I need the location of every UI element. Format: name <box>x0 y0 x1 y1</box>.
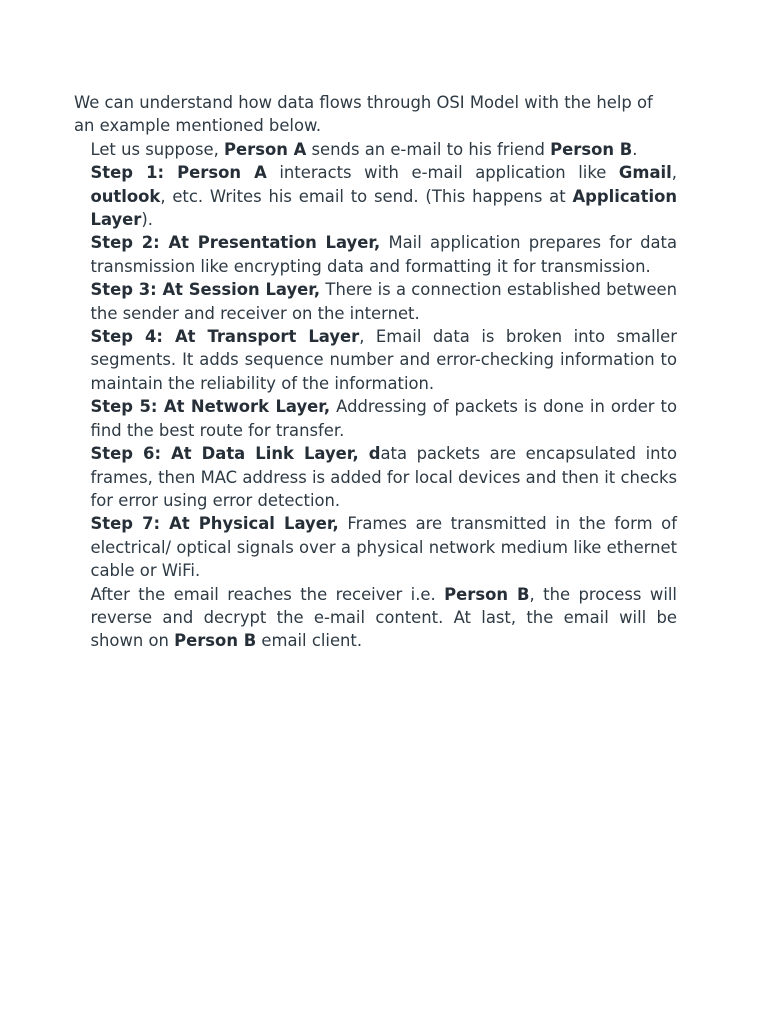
person-a: Person A <box>224 139 307 159</box>
step-5-text: Addressing of packets is done in order to find the best route for transfer. <box>90 397 677 440</box>
step-2-label: Step 2: At Presentation Layer, <box>90 233 381 253</box>
step-1-text-3: ). <box>141 210 153 230</box>
step-1-separator: , <box>671 163 677 183</box>
step-1-paragraph <box>91 161 678 231</box>
step-3-paragraph <box>91 278 678 325</box>
gmail-term: Gmail <box>618 163 672 183</box>
document-body <box>74 91 677 653</box>
step-6-paragraph <box>91 442 678 512</box>
step-2-paragraph <box>91 231 678 278</box>
after-person-b: Person B <box>444 584 530 604</box>
step-1-label: Step 1: Person A <box>90 163 267 183</box>
suppose-paragraph <box>91 138 678 161</box>
intro-paragraph <box>74 91 677 138</box>
step-2-text: Mail application prepares for data transmission like encrypting data and formatting it for transmission. <box>90 233 678 276</box>
step-4-text: , Email data is broken into smaller segments. It adds sequence number and error-checking information to maintain the reliability of the information. <box>90 327 677 393</box>
after-person-b-2: Person B <box>174 631 257 651</box>
after-text-3: email client. <box>256 631 363 651</box>
step-4-label: Step 4: At Transport Layer <box>90 327 360 347</box>
after-text-1: After the email reaches the receiver i.e. <box>90 584 445 604</box>
after-paragraph <box>91 583 678 653</box>
intro-text: We can understand how data flows through OSI Model with the help of an example mentioned below. <box>74 93 653 136</box>
step-7-paragraph <box>91 512 678 582</box>
step-7-text: Frames are transmitted in the form of electrical/ optical signals over a physical network medium like ethernet cable or WiFi. <box>90 514 677 581</box>
after-text-2: , the process will reverse and decrypt the e-mail content. At last, the email will be shown on <box>90 584 677 651</box>
suppose-post: . <box>632 139 638 159</box>
suppose-pre: Let us suppose, <box>90 139 225 159</box>
step-4-paragraph <box>91 325 678 395</box>
suppose-mid: sends an e-mail to his friend <box>306 139 551 159</box>
person-b: Person B <box>550 139 633 159</box>
outlook-term: outlook <box>90 186 161 206</box>
step-6-label: Step 6: At Data Link Layer, d <box>90 444 381 464</box>
application-layer-term: Application Layer <box>90 186 677 230</box>
step-5-label: Step 5: At Network Layer, <box>90 397 331 417</box>
step-7-label: Step 7: At Physical Layer, <box>90 514 339 534</box>
step-3-label: Step 3: At Session Layer, <box>90 280 321 300</box>
step-1-text-1: interacts with e-mail application like <box>266 163 619 183</box>
step-1-text-2: , etc. Writes his email to send. (This happens at <box>160 186 573 206</box>
step-3-text: There is a connection established between the sender and receiver on the internet. <box>90 280 677 323</box>
step-5-paragraph <box>91 395 678 442</box>
step-6-text: ata packets are encapsulated into frames, then MAC address is added for local devices and then it checks for error using error detection. <box>90 444 677 510</box>
